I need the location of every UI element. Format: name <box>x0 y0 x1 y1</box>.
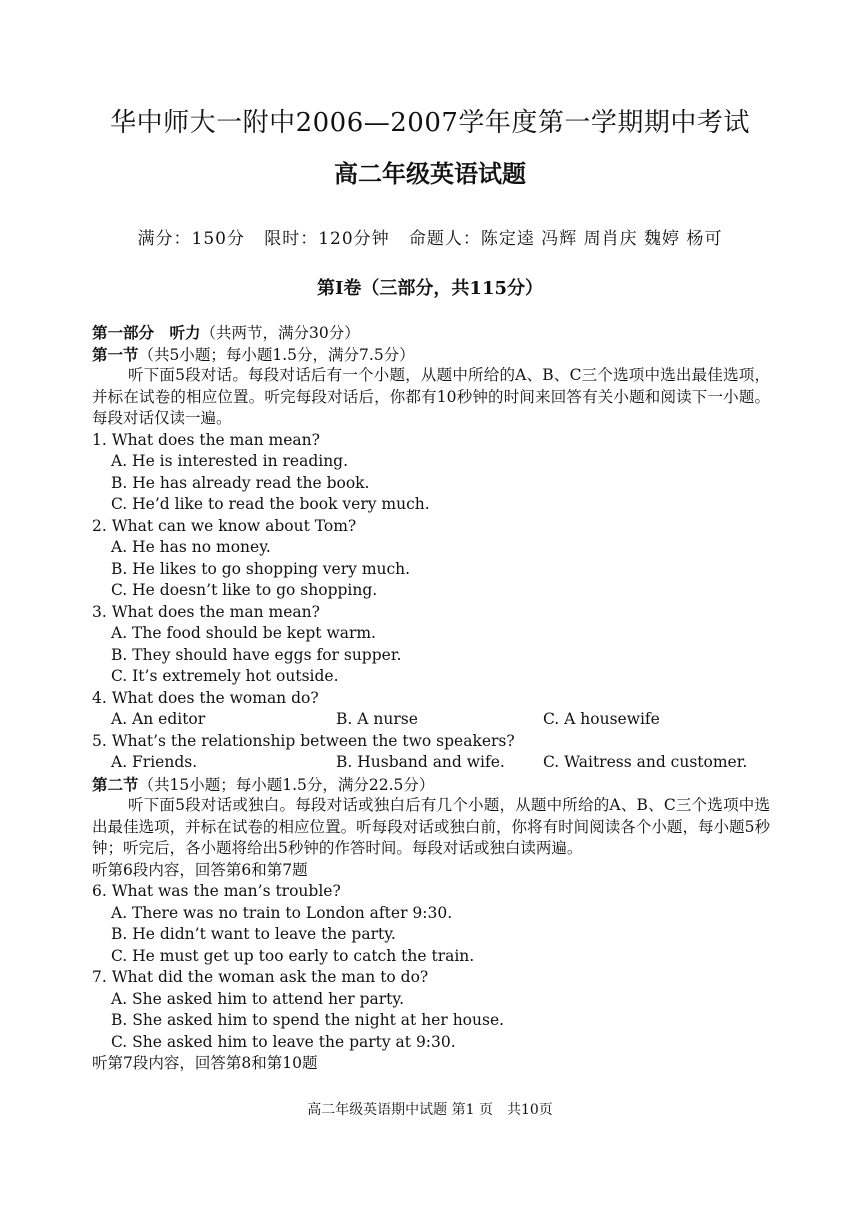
options-row <box>92 752 770 774</box>
option-a: A. He has no money. <box>111 538 271 556</box>
option-c: C. She asked him to leave the party at 9:30. <box>111 1032 456 1051</box>
segment-heading: 听第6段内容，回答第6和第7题 <box>92 860 308 879</box>
options-row <box>92 709 770 731</box>
exam-body <box>92 322 770 1075</box>
option-b: B. He has already read the book. <box>111 473 370 492</box>
exam-title: 高二年级英语试题 <box>334 159 526 188</box>
option-b: B. She asked him to spend the night at her house. <box>111 1011 505 1029</box>
option-c: C. It’s extremely hot outside. <box>111 667 339 685</box>
question-stem: 4. What does the woman do? <box>92 688 319 707</box>
question-stem: 2. What can we know about Tom? <box>92 516 357 535</box>
option-b: B. He likes to go shopping very much. <box>111 559 411 578</box>
option-c: C. He doesn’t like to go shopping. <box>111 581 378 599</box>
option-c: C. He’d like to read the book very much. <box>111 495 430 513</box>
option-c: C. He must get up too early to catch the train. <box>111 946 475 965</box>
option-c: C. Waitress and customer. <box>543 753 748 771</box>
option-b: B. Husband and wife. <box>336 753 505 771</box>
option-a: A. An editor <box>111 710 206 728</box>
option-a: A. The food should be kept warm. <box>111 624 376 642</box>
option-a: A. She asked him to attend her party. <box>111 989 405 1008</box>
part1-heading <box>92 322 770 344</box>
page-footer: 高二年级英语期中试题 第1 页 共10页 <box>307 1102 553 1118</box>
exam-meta: 满分：150分 限时：120分钟 命题人：陈定逵 冯辉 周肖庆 魏婷 杨可 <box>137 229 723 249</box>
part1-heading-rest: （共两节，满分30分） <box>200 324 360 342</box>
option-a: A. He is interested in reading. <box>111 452 349 470</box>
section1-heading-bold: 第一节 <box>92 344 139 364</box>
question-stem: 3. What does the man mean? <box>92 602 320 621</box>
section2-instructions: 听下面5段对话或独白。每段对话或独白后有几个小题，从题中所给的A、B、C三个选项中选出最佳选项，并标在试卷的相应位置。听每段对话或独白前，你将有时间阅读各个小题，每小题5秒钟；听完后，各小题将给出5秒钟的作答时间。每段对话或独白读两遍。 <box>92 796 770 857</box>
option-c: C. A housewife <box>543 710 660 728</box>
section1-heading <box>92 344 770 366</box>
volume-heading: 第I卷（三部分，共115分） <box>317 278 543 299</box>
section2-heading-rest: （共15小题；每小题1.5分，满分22.5分） <box>138 775 435 794</box>
question-stem: 1. What does the man mean? <box>92 430 320 449</box>
option-b: B. He didn’t want to leave the party. <box>111 925 396 943</box>
option-b: B. A nurse <box>336 710 418 728</box>
section2-heading-bold: 第二节 <box>92 774 139 794</box>
option-a: A. Friends. <box>111 753 198 771</box>
option-b: B. They should have eggs for supper. <box>111 645 402 664</box>
section1-heading-rest: （共5小题；每小题1.5分，满分7.5分） <box>138 345 415 364</box>
question-stem: 5. What’s the relationship between the two speakers? <box>92 731 515 750</box>
section2-heading <box>92 774 770 796</box>
segment-heading: 听第7段内容，回答第8和第10题 <box>92 1054 318 1072</box>
question-stem: 7. What did the woman ask the man to do? <box>92 968 429 986</box>
section1-instructions: 听下面5段对话。每段对话后有一个小题，从题中所给的A、B、C三个选项中选出最佳选项，并标在试卷的相应位置。听完每段对话后，你都有10秒钟的时间来回答有关小题和阅读下一小题。每段对话仅读一遍。 <box>92 366 770 427</box>
school-title: 华中师大一附中2006—2007学年度第一学期期中考试 <box>110 108 750 138</box>
question-stem: 6. What was the man’s trouble? <box>92 882 341 900</box>
option-a: A. There was no train to London after 9:30. <box>111 903 453 922</box>
part1-heading-bold: 第一部分 听力 <box>92 323 201 342</box>
